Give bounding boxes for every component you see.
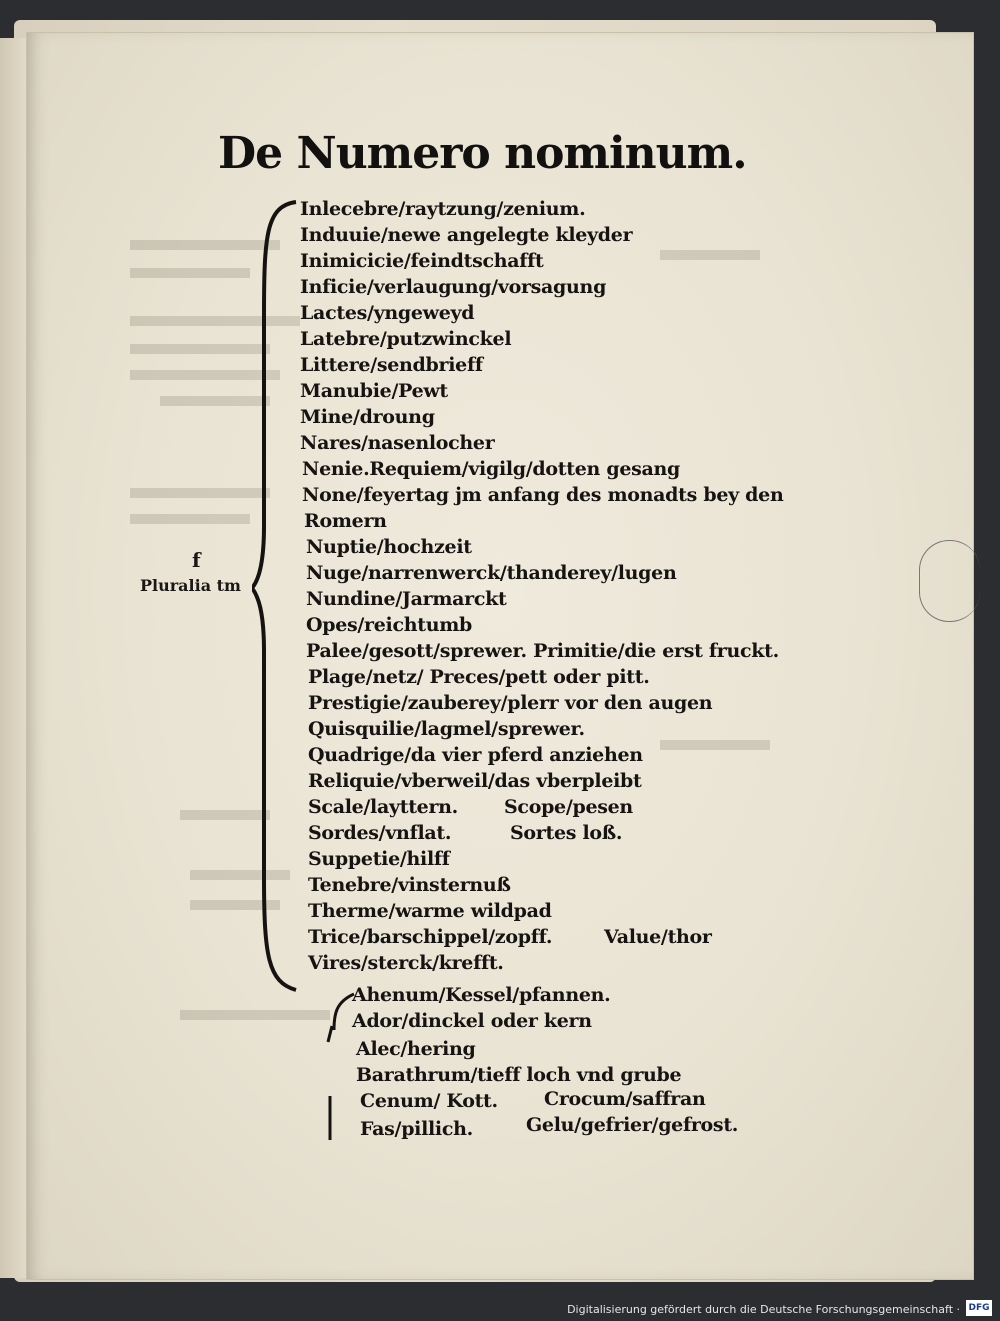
text-line: Fas/pillich. xyxy=(360,1118,473,1140)
text-line: Trice/barschippel/zopff. xyxy=(308,926,553,948)
text-line: Plage/netz/ Preces/pett oder pitt. xyxy=(308,666,650,688)
text-line: Cenum/ Kott. xyxy=(360,1090,498,1112)
footer-credit: Digitalisierung gefördert durch die Deutsche Forschungsgemeinschaft · xyxy=(567,1303,960,1316)
text-line: Tenebre/vinsternuß xyxy=(308,874,511,896)
text-line: Scale/layttern. xyxy=(308,796,458,818)
text-line: Inlecebre/raytzung/zenium. xyxy=(300,198,586,220)
text-line: Therme/warme wildpad xyxy=(308,900,552,922)
text-line: Palee/gesott/sprewer. Primitie/die erst fruckt. xyxy=(306,640,779,662)
text-line: Opes/reichtumb xyxy=(306,614,473,636)
text-line: Crocum/saffran xyxy=(544,1088,706,1110)
text-line: Quisquilie/lagmel/sprewer. xyxy=(308,718,585,740)
margin-label: Pluralia tm xyxy=(140,576,241,595)
margin-letter: f xyxy=(192,548,201,572)
text-line: Inficie/verlaugung/vorsagung xyxy=(300,276,607,298)
left-page-edge xyxy=(0,38,27,1278)
text-line: Manubie/Pewt xyxy=(300,380,448,402)
text-line: Nuptie/hochzeit xyxy=(306,536,472,558)
text-line: Nundine/Jarmarckt xyxy=(306,588,507,610)
dfg-logo: DFG xyxy=(966,1300,992,1316)
text-line: Alec/hering xyxy=(356,1038,476,1060)
page-title: De Numero nominum. xyxy=(218,128,747,179)
text-line: Reliquie/vberweil/das vberpleibt xyxy=(308,770,642,792)
text-line: Nuge/narrenwerck/thanderey/lugen xyxy=(306,562,677,584)
text-line: Vires/sterck/krefft. xyxy=(308,952,504,974)
text-line: Value/thor xyxy=(604,926,712,948)
text-line: Nenie.Requiem/vigilg/dotten gesang xyxy=(302,458,681,480)
text-line: Lactes/yngeweyd xyxy=(300,302,475,324)
text-line: None/feyertag jm anfang des monadts bey den xyxy=(302,484,784,506)
text-line: Mine/droung xyxy=(300,406,435,428)
text-line: Ahenum/Kessel/pfannen. xyxy=(352,984,611,1006)
text-line: Prestigie/zauberey/plerr vor den augen xyxy=(308,692,713,714)
text-line: Inimicicie/feindtschafft xyxy=(300,250,544,272)
text-line: Romern xyxy=(304,510,387,532)
text-line: Scope/pesen xyxy=(504,796,633,818)
text-line: Barathrum/tieff loch vnd grube xyxy=(356,1064,682,1086)
text-line: Latebre/putzwinckel xyxy=(300,328,512,350)
main-bracket xyxy=(252,196,300,996)
text-line: Gelu/gefrier/gefrost. xyxy=(526,1114,739,1136)
text-line: Induuie/newe angelegte kleyder xyxy=(300,224,633,246)
text-line: Sortes loß. xyxy=(510,822,623,844)
text-line: Littere/sendbrieff xyxy=(300,354,483,376)
text-line: Suppetie/hilff xyxy=(308,848,450,870)
text-line: Ador/dinckel oder kern xyxy=(352,1010,592,1032)
page-clip xyxy=(919,540,980,622)
text-line: Quadrige/da vier pferd anziehen xyxy=(308,744,643,766)
text-line: Sordes/vnflat. xyxy=(308,822,452,844)
text-line: Nares/nasenlocher xyxy=(300,432,495,454)
